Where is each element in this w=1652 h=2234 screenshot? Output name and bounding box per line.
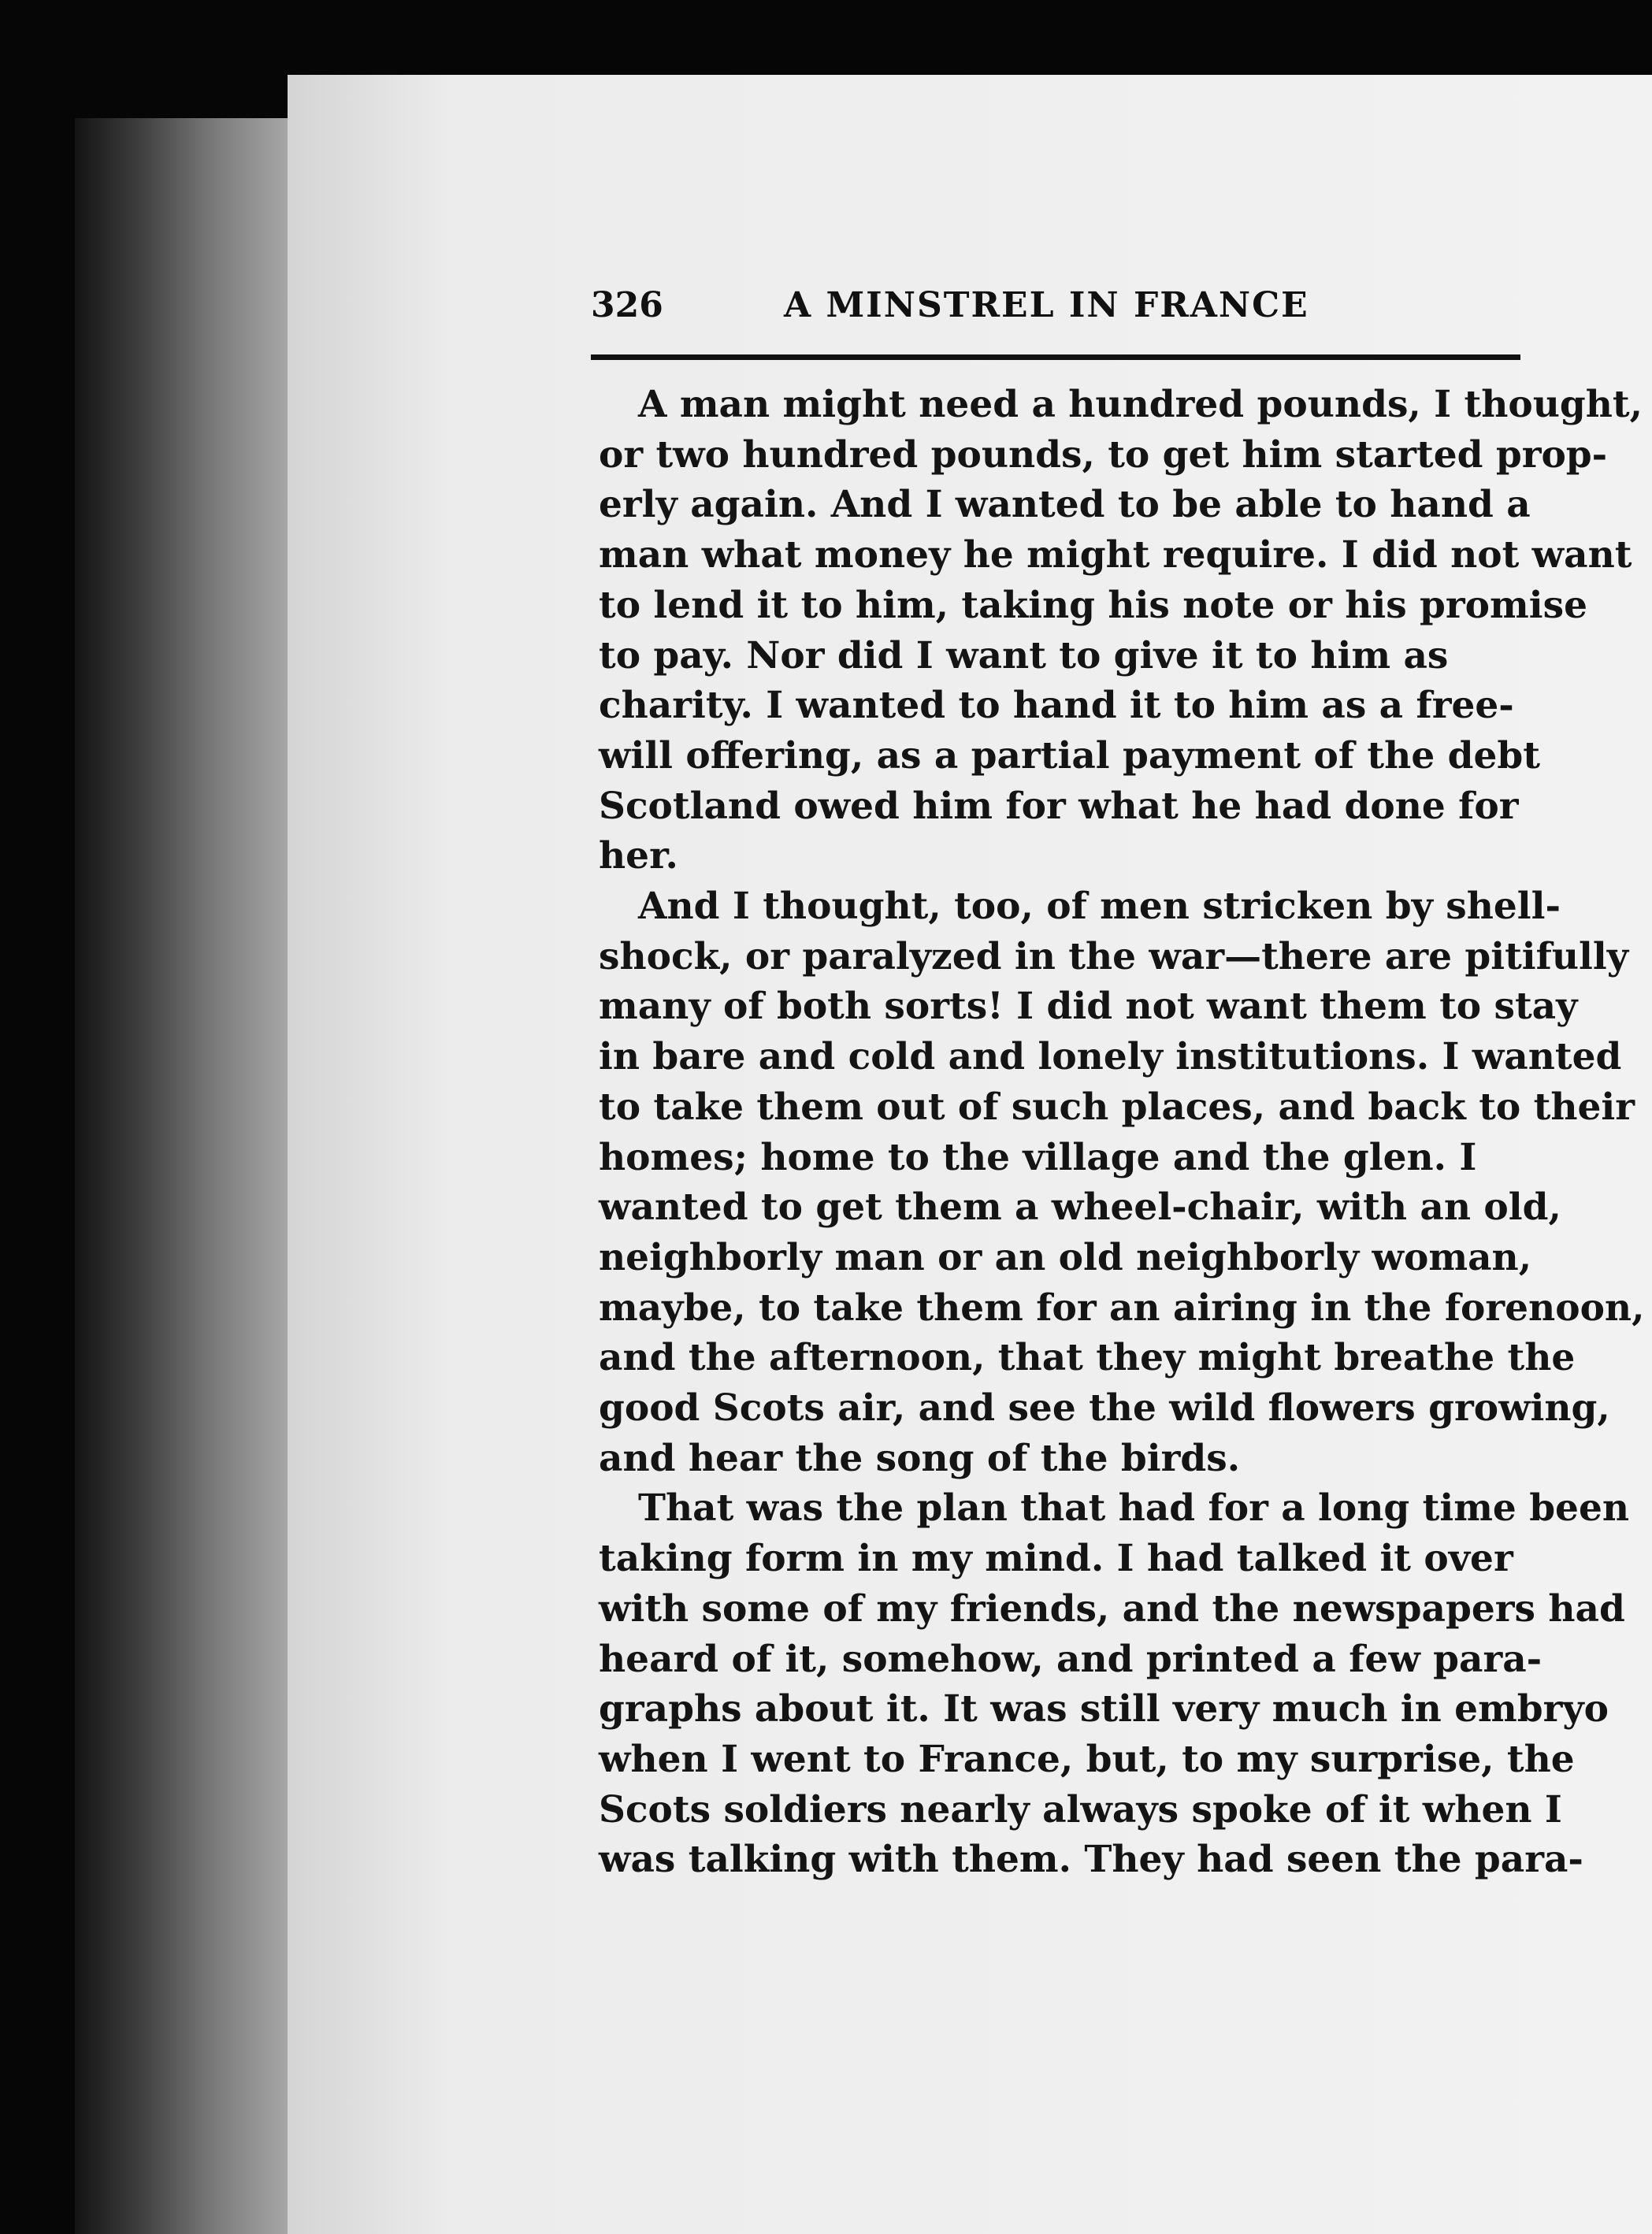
text-line: was talking with them. They had seen the para- xyxy=(599,1838,1583,1882)
text-line: taking form in my mind. I had talked it over xyxy=(599,1537,1513,1581)
paragraph xyxy=(599,380,1643,881)
text-line: will offering, as a partial payment of the debt xyxy=(599,733,1540,777)
text-line: homes; home to the village and the glen. I xyxy=(599,1135,1477,1179)
text-line: And I thought, too, of men stricken by shell- xyxy=(638,885,1561,929)
text-line: when I went to France, but, to my surprise, the xyxy=(599,1737,1575,1781)
body-text xyxy=(599,380,1645,1885)
text-line: charity. I wanted to hand it to him as a free- xyxy=(599,684,1514,728)
page-gutter-shadow xyxy=(75,118,311,2234)
text-line: to take them out of such places, and back to their xyxy=(599,1085,1635,1129)
text-line: man what money he might require. I did not want xyxy=(599,533,1632,577)
text-line: and hear the song of the birds. xyxy=(599,1436,1241,1480)
text-line: her. xyxy=(599,834,678,878)
text-line: maybe, to take them for an airing in the forenoon, xyxy=(599,1286,1645,1330)
text-line: heard of it, somehow, and printed a few para- xyxy=(599,1637,1542,1681)
text-line: erly again. And I wanted to be able to hand a xyxy=(599,483,1531,527)
text-line: to lend it to him, taking his note or his promise xyxy=(599,583,1587,627)
text-line: shock, or paralyzed in the war—there are pitifully xyxy=(599,934,1629,978)
text-line: That was the plan that had for a long time been xyxy=(638,1486,1630,1531)
text-line: neighborly man or an old neighborly woman, xyxy=(599,1235,1532,1279)
text-line: wanted to get them a wheel-chair, with an old, xyxy=(599,1186,1561,1230)
paragraph xyxy=(599,1483,1630,1885)
header-rule xyxy=(591,354,1520,360)
paragraph xyxy=(599,881,1645,1483)
text-line: and the afternoon, that they might breathe the xyxy=(599,1336,1576,1380)
running-title: A MINSTREL IN FRANCE xyxy=(784,285,1309,325)
text-line: in bare and cold and lonely institutions. I wanted xyxy=(599,1035,1622,1079)
page-number: 326 xyxy=(591,285,663,325)
text-line: with some of my friends, and the newspapers had xyxy=(599,1586,1625,1631)
text-line: good Scots air, and see the wild flowers growing, xyxy=(599,1386,1610,1431)
text-line: Scotland owed him for what he had done for xyxy=(599,784,1519,828)
text-line: Scots soldiers nearly always spoke of it when I xyxy=(599,1787,1562,1831)
text-line: or two hundred pounds, to get him started prop- xyxy=(599,432,1608,477)
page-header xyxy=(591,285,1520,348)
text-line: graphs about it. It was still very much in embryo xyxy=(599,1687,1609,1731)
text-line: A man might need a hundred pounds, I thought, xyxy=(638,383,1643,426)
text-line: many of both sorts! I did not want them to stay xyxy=(599,985,1578,1029)
text-line: to pay. Nor did I want to give it to him as xyxy=(599,633,1449,677)
